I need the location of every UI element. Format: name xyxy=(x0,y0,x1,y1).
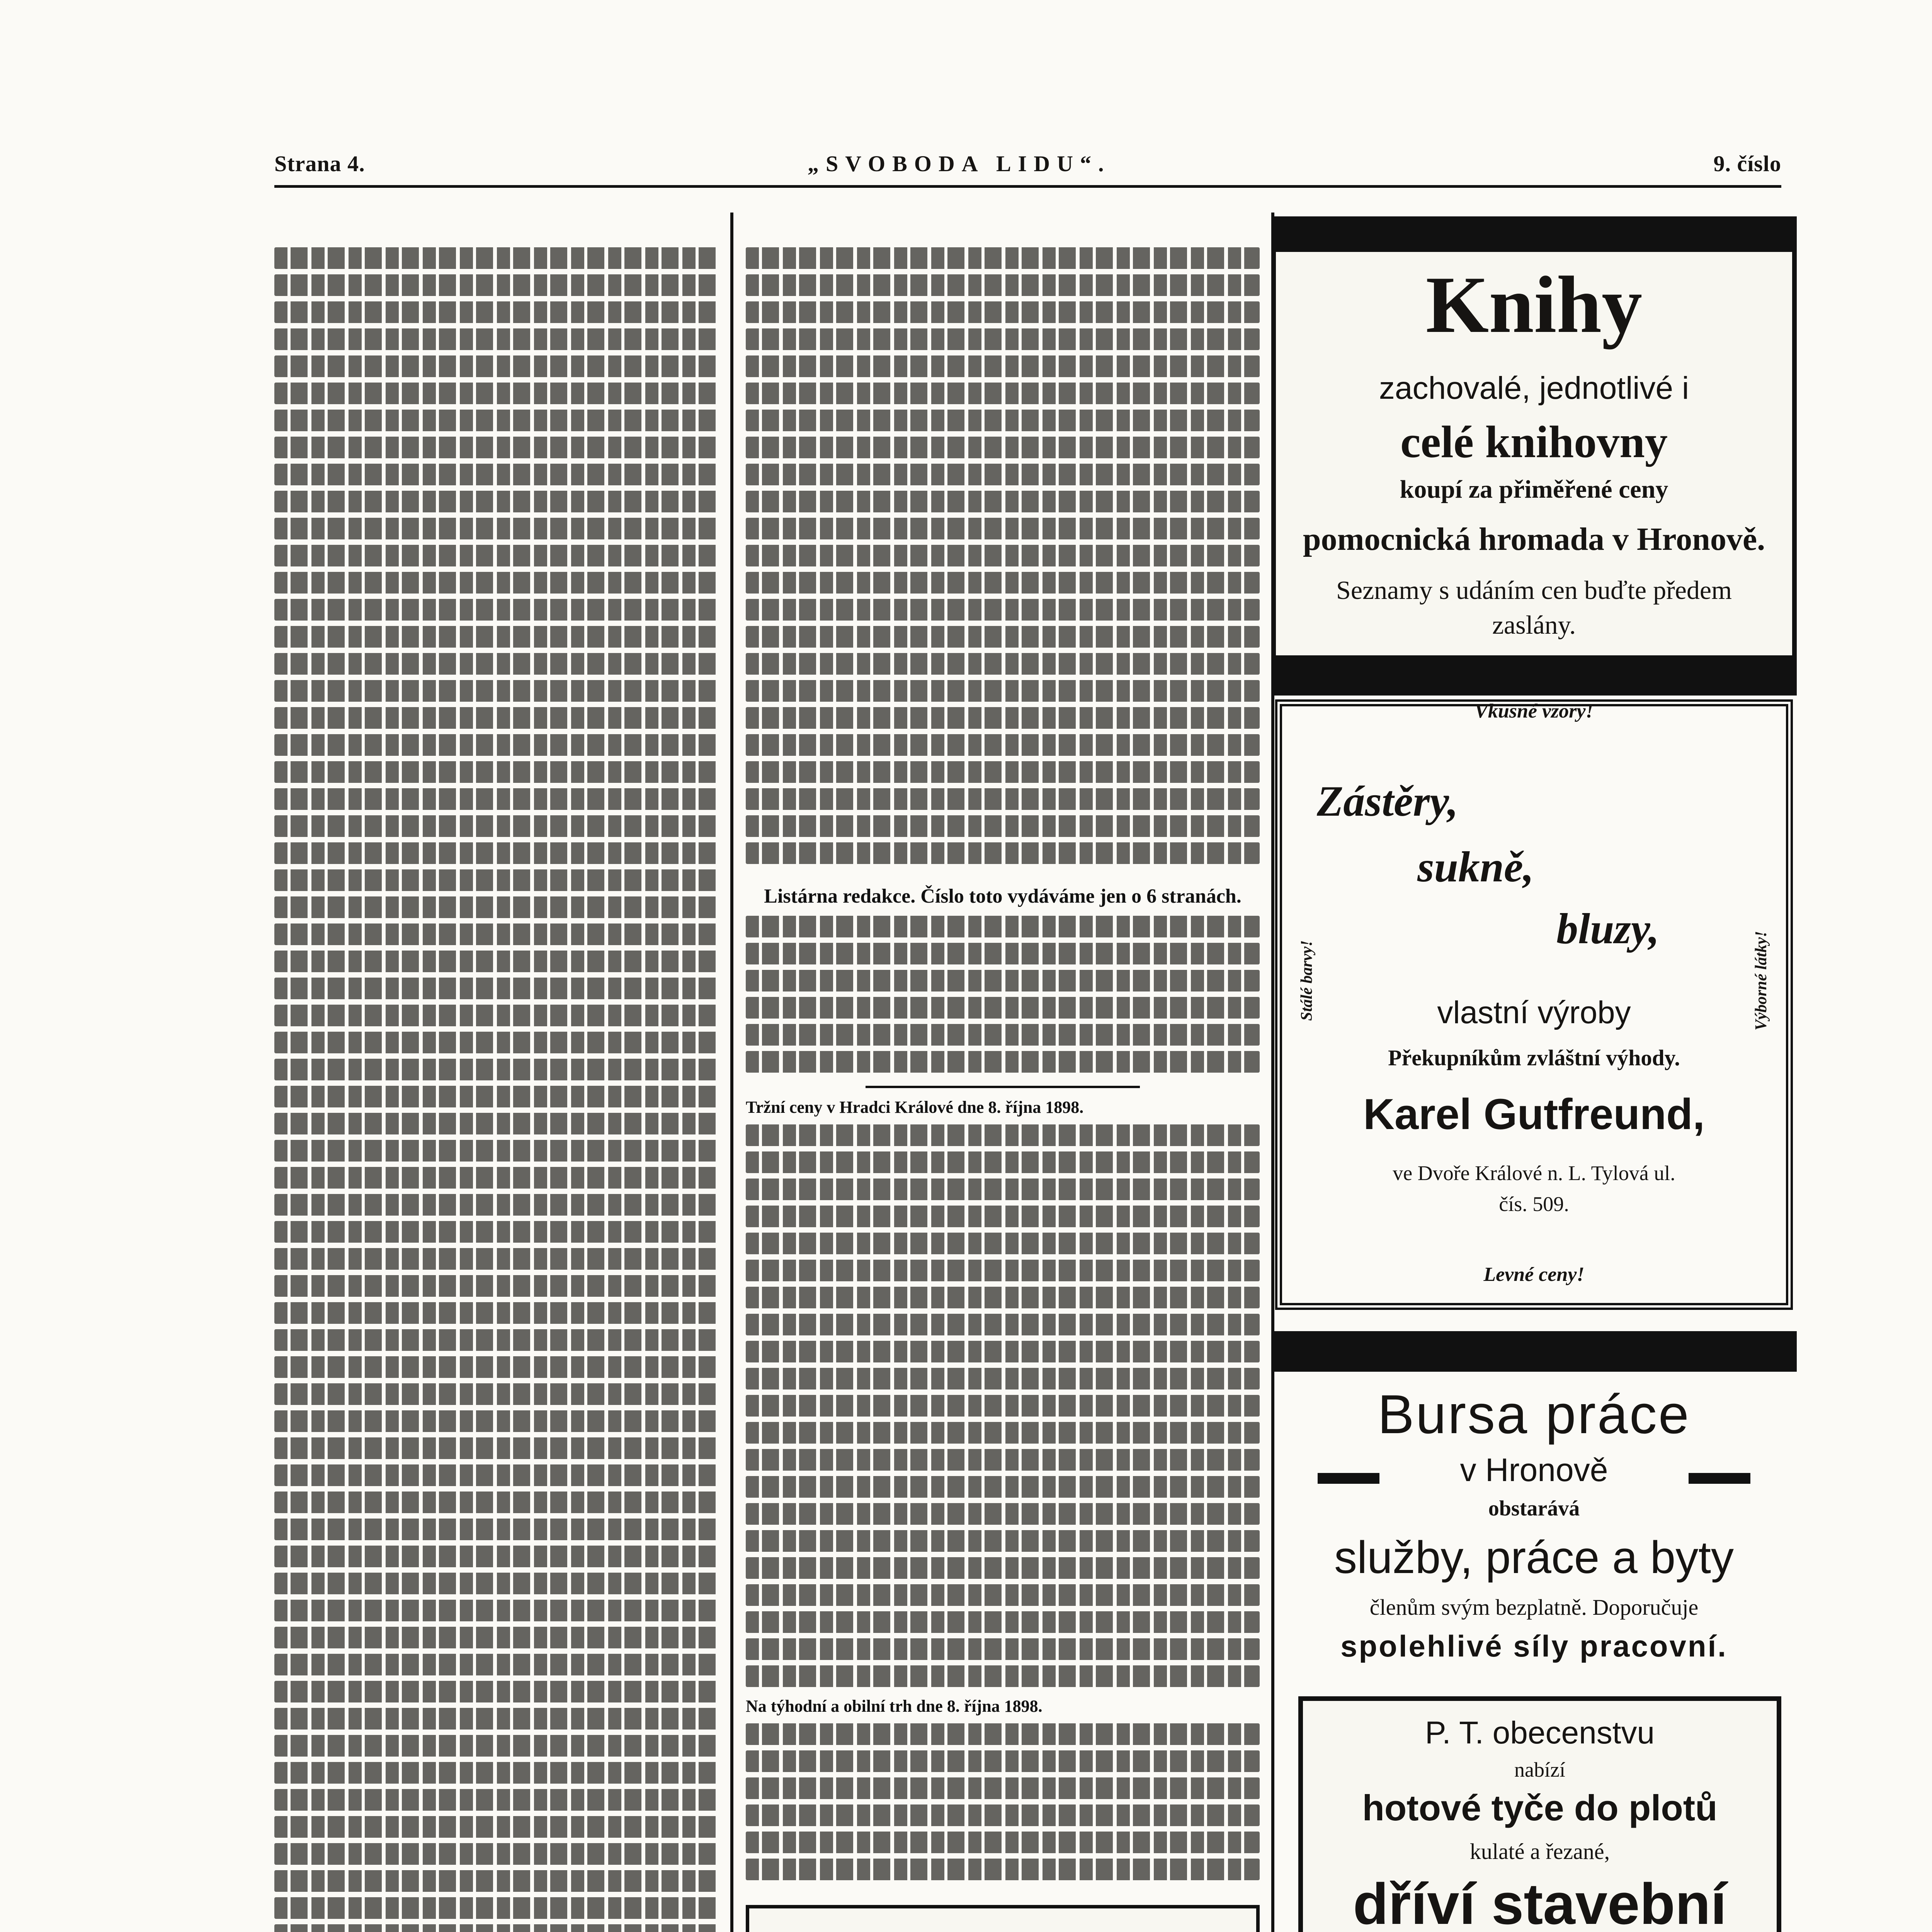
text-line xyxy=(274,1437,719,1459)
text-line xyxy=(746,1777,1260,1799)
issue-number: 9. číslo xyxy=(1713,151,1781,176)
middle-news-column xyxy=(746,216,1260,1932)
text-line xyxy=(746,1260,1260,1281)
text-line xyxy=(746,1179,1260,1200)
text-line xyxy=(274,545,719,566)
text-line xyxy=(274,383,719,404)
text-line xyxy=(746,1665,1260,1687)
text-line xyxy=(746,383,1260,404)
text-line xyxy=(274,653,719,675)
text-line xyxy=(746,1051,1260,1073)
zastery-bottom-label: Levné ceny! xyxy=(1483,1264,1585,1286)
text-line xyxy=(746,761,1260,783)
rozhledy-publisher-1 xyxy=(757,1920,1248,1932)
text-line xyxy=(274,761,719,783)
text-line xyxy=(274,1681,719,1702)
text-line xyxy=(746,680,1260,702)
text-line xyxy=(274,869,719,891)
bursa-right-flag xyxy=(1689,1473,1750,1484)
text-line xyxy=(746,599,1260,621)
text-line xyxy=(274,923,719,945)
knihy-bottom-bar xyxy=(1276,655,1792,691)
lumber-title: P. T. obecenstvu xyxy=(1425,1715,1655,1750)
text-line xyxy=(274,815,719,837)
text-line xyxy=(746,355,1260,377)
text-line xyxy=(746,1832,1260,1853)
text-line xyxy=(274,328,719,350)
text-line xyxy=(746,997,1260,1019)
text-line xyxy=(746,1341,1260,1362)
zastery-item-2: sukně, xyxy=(1417,843,1534,891)
text-line xyxy=(274,1113,719,1134)
bursa-ad xyxy=(1271,1372,1797,1673)
text-line xyxy=(274,1194,719,1216)
zastery-item-1: Zástěry, xyxy=(1317,777,1458,825)
text-line xyxy=(746,1233,1260,1254)
text-line xyxy=(274,1383,719,1405)
text-line xyxy=(274,1519,719,1540)
text-line xyxy=(274,1492,719,1513)
zastery-right-label: Výborné látky! xyxy=(1752,931,1770,1031)
text-line xyxy=(746,1503,1260,1525)
bursa-top-bar xyxy=(1271,1331,1797,1372)
text-line xyxy=(274,1600,719,1621)
text-line xyxy=(746,1287,1260,1308)
listarna-heading: Listárna redakce. Číslo toto vydáváme jen o 6 stranách. xyxy=(764,885,1242,907)
lumber-ad xyxy=(1298,1696,1781,1932)
text-line xyxy=(274,951,719,972)
bursa-line-4: členům svým bezplatně. Doporučuje xyxy=(1369,1595,1699,1620)
text-line xyxy=(746,437,1260,458)
text-line xyxy=(274,599,719,621)
zastery-top-label: Vkusné vzory! xyxy=(1475,700,1594,722)
knihy-ad xyxy=(1271,216,1797,696)
bursa-left-flag xyxy=(1318,1473,1379,1484)
newspaper-title: „SVOBODA LIDU“. xyxy=(808,151,1111,176)
lumber-line-4: dříví stavební xyxy=(1353,1871,1727,1932)
text-line xyxy=(746,1395,1260,1417)
text-line xyxy=(274,788,719,810)
tydenni-heading: Na týhodní a obilní trh dne 8. října 1898. xyxy=(746,1697,1043,1716)
knihy-line-5: Seznamy s udáním cen buďte předem xyxy=(1336,575,1732,605)
bursa-line-1: v Hronově xyxy=(1460,1452,1608,1488)
trzni-heading: Tržní ceny v Hradci Králové dne 8. října 1898. xyxy=(746,1098,1084,1117)
text-line xyxy=(274,1275,719,1297)
text-line xyxy=(746,1476,1260,1498)
running-header xyxy=(274,151,1781,188)
text-line xyxy=(746,301,1260,323)
knihy-top-bar xyxy=(1276,221,1792,252)
text-line xyxy=(746,464,1260,485)
text-line xyxy=(746,653,1260,675)
text-line xyxy=(746,572,1260,594)
bursa-title: Bursa práce xyxy=(1378,1384,1690,1445)
text-line xyxy=(746,1804,1260,1826)
text-line xyxy=(746,274,1260,296)
left-news-column xyxy=(274,216,719,1932)
text-line xyxy=(274,1789,719,1811)
text-line xyxy=(274,518,719,539)
text-line xyxy=(274,707,719,729)
knihy-line-3: koupí za přiměřené ceny xyxy=(1400,475,1668,503)
text-line xyxy=(274,680,719,702)
text-line xyxy=(274,1032,719,1053)
text-line xyxy=(746,545,1260,566)
text-line xyxy=(746,842,1260,864)
text-line xyxy=(746,707,1260,729)
zastery-address-1: ve Dvoře Králové n. L. Tylová ul. xyxy=(1393,1162,1675,1185)
text-line xyxy=(274,1897,719,1919)
text-line xyxy=(746,916,1260,937)
text-line xyxy=(274,301,719,323)
text-line xyxy=(274,978,719,999)
text-line xyxy=(746,1557,1260,1579)
text-line xyxy=(746,1449,1260,1471)
text-line xyxy=(746,1611,1260,1633)
middle-column-lead xyxy=(746,216,1260,238)
text-line xyxy=(746,970,1260,992)
text-line xyxy=(274,1086,719,1107)
text-line xyxy=(746,1859,1260,1880)
text-line xyxy=(274,247,719,269)
text-line xyxy=(274,1410,719,1432)
text-line xyxy=(274,1870,719,1892)
text-line xyxy=(274,734,719,756)
zastery-ad xyxy=(1275,699,1793,1310)
knihy-title: Knihy xyxy=(1425,260,1643,350)
text-line xyxy=(274,1546,719,1567)
text-line xyxy=(746,1206,1260,1227)
lumber-line-3: kulaté a řezané, xyxy=(1469,1839,1610,1864)
text-line xyxy=(274,896,719,918)
text-line xyxy=(274,1059,719,1080)
text-line xyxy=(274,1140,719,1162)
knihy-line-1: zachovalé, jednotlivé i xyxy=(1379,371,1689,406)
text-line xyxy=(746,1314,1260,1335)
left-column-lead xyxy=(274,216,719,238)
text-line xyxy=(274,626,719,648)
text-line xyxy=(746,410,1260,431)
text-line xyxy=(746,1530,1260,1552)
text-line xyxy=(274,437,719,458)
text-line xyxy=(274,1654,719,1675)
text-line xyxy=(274,1221,719,1243)
text-line xyxy=(746,1151,1260,1173)
text-line xyxy=(746,815,1260,837)
bursa-line-3: služby, práce a byty xyxy=(1334,1532,1734,1583)
text-line xyxy=(274,1924,719,1932)
zastery-line-1: vlastní výroby xyxy=(1437,995,1631,1030)
text-line xyxy=(746,247,1260,269)
text-line xyxy=(746,734,1260,756)
text-line xyxy=(274,274,719,296)
text-line xyxy=(274,1735,719,1757)
text-line xyxy=(746,626,1260,648)
knihy-line-4: pomocnická hromada v Hronově. xyxy=(1303,521,1765,557)
text-line xyxy=(274,842,719,864)
text-line xyxy=(274,1573,719,1594)
text-line xyxy=(274,572,719,594)
text-line xyxy=(746,1723,1260,1745)
text-line xyxy=(746,1638,1260,1660)
knihy-line-2: celé knihovny xyxy=(1400,417,1668,467)
lumber-line-1: nabízí xyxy=(1514,1758,1565,1781)
zastery-name: Karel Gutfreund, xyxy=(1363,1090,1705,1138)
text-line xyxy=(746,518,1260,539)
zastery-item-3: bluzy, xyxy=(1556,905,1660,953)
text-line xyxy=(746,1750,1260,1772)
text-line xyxy=(274,1167,719,1189)
text-line xyxy=(746,491,1260,512)
rozhledy-book-ad xyxy=(746,1905,1260,1932)
text-line xyxy=(274,1762,719,1784)
zastery-line-2: Překupníkům zvláštní výhody. xyxy=(1388,1045,1680,1070)
text-line xyxy=(746,1124,1260,1146)
text-line xyxy=(746,788,1260,810)
text-line xyxy=(274,1329,719,1351)
text-line xyxy=(274,1356,719,1378)
column-divider-left xyxy=(730,213,733,1932)
text-line xyxy=(274,355,719,377)
text-line xyxy=(274,1816,719,1838)
text-line xyxy=(746,1368,1260,1389)
text-line xyxy=(746,1422,1260,1444)
text-line xyxy=(274,1005,719,1026)
text-line xyxy=(274,491,719,512)
text-line xyxy=(274,1248,719,1270)
text-line xyxy=(274,410,719,431)
text-line xyxy=(746,943,1260,964)
bursa-line-5: spolehlivé síly pracovní. xyxy=(1340,1629,1728,1663)
section-rule xyxy=(866,1086,1140,1088)
text-line xyxy=(274,464,719,485)
text-line xyxy=(746,328,1260,350)
text-line xyxy=(274,1627,719,1648)
text-line xyxy=(274,1708,719,1730)
text-line xyxy=(274,1302,719,1324)
zastery-address-2: čís. 509. xyxy=(1499,1192,1569,1216)
zastery-left-label: Stálé barvy! xyxy=(1298,940,1316,1021)
knihy-line-6: zaslány. xyxy=(1492,610,1576,639)
text-line xyxy=(746,1024,1260,1046)
bursa-line-2: obstarává xyxy=(1488,1497,1580,1520)
text-line xyxy=(746,1584,1260,1606)
text-line xyxy=(274,1464,719,1486)
text-line xyxy=(274,1843,719,1865)
lumber-line-2: hotové tyče do plotů xyxy=(1362,1787,1718,1828)
page-number: Strana 4. xyxy=(274,151,365,176)
